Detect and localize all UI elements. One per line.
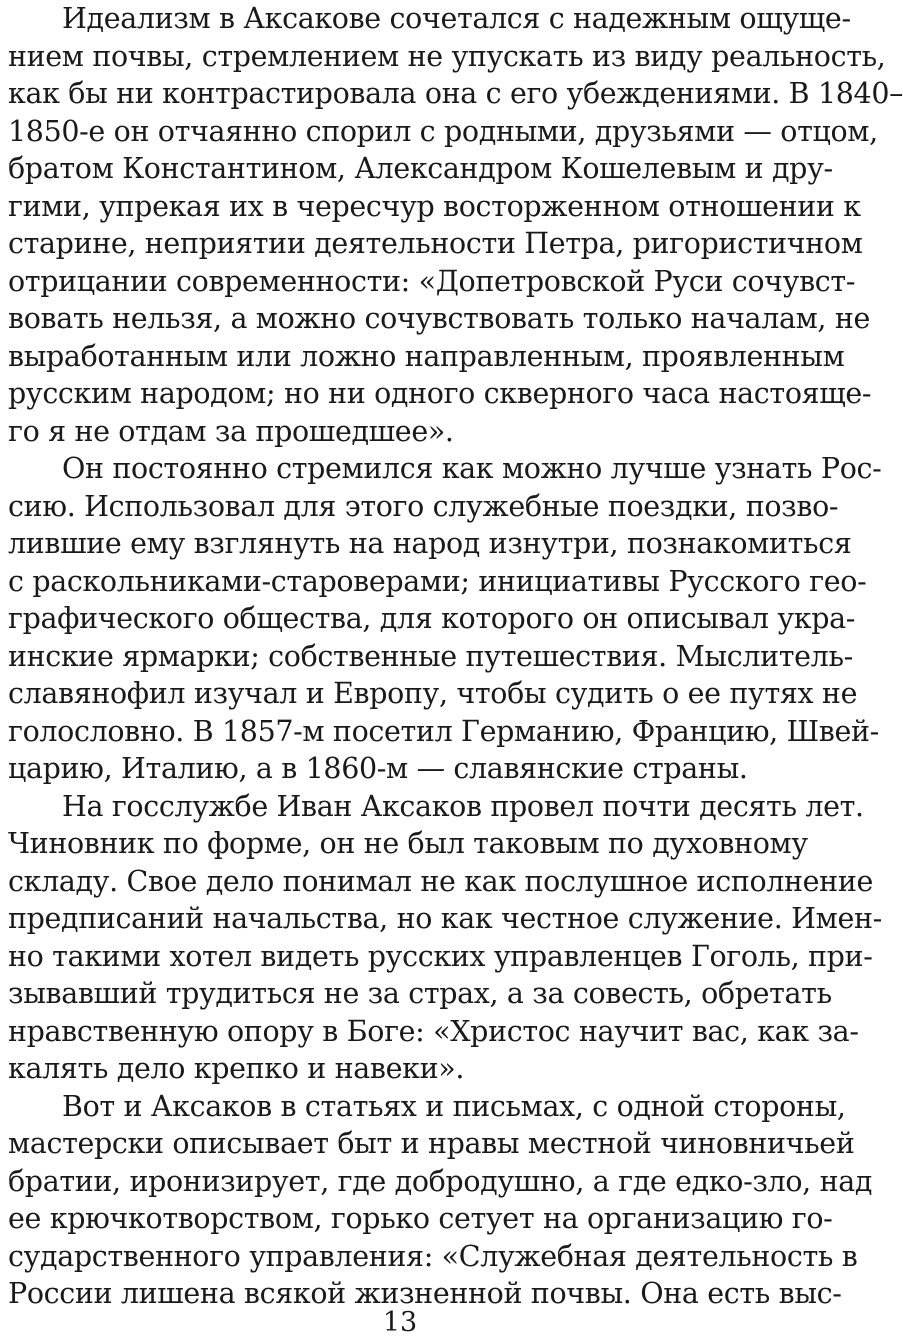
text-line: сию. Использовал для этого служебные поездки, позво- [8,489,839,523]
text-line: го я не отдам за прошедшее». [8,414,454,448]
text-line: старине, неприятии деятельности Петра, ригористичном [8,227,863,260]
text-line: с раскольниками-староверами; инициативы Русского гео- [8,564,867,598]
paragraph-4 [8,1088,873,1313]
text-line: выработанным или ложно направленным, проявленным [8,339,845,373]
text-line: Идеализм в Аксакове сочетался с надежным ощуще- [62,2,851,35]
text-line: ее крючкотворством, горько сетует на организацию го- [8,1202,833,1235]
text-line: 1850-е он отчаянно спорил с родными, друзьями — отцом, [8,114,878,148]
text-line: калять дело крепко и навеки». [8,1052,465,1085]
text-line: вовать нельзя, а можно сочувствовать только началам, не [8,302,870,335]
paragraph-3 [8,788,882,1088]
text-line: России лишена всякой жизненной почвы. Она есть выс- [8,1277,842,1310]
text-line: царию, Италию, а в 1860-м — славянские страны. [8,752,748,785]
text-line: лившие ему взглянуть на народ изнутри, познакомиться [8,527,852,560]
text-line: отрицании современности: «Допетровской Руси сочувст- [8,264,856,298]
text-line: мастерски описывает быт и нравы местной чиновничьей [8,1127,855,1160]
text-line: славянофил изучал и Европу, чтобы судить о ее путях не [8,677,858,710]
paragraph-1 [8,0,903,450]
text-line: нравственную опору в Боге: «Христос научит вас, как за- [8,1014,859,1048]
text-line: На госслужбе Иван Аксаков провел почти десять лет. [62,789,864,823]
text-line: нием почвы, стремлением не упускать из виду реальность, [8,39,886,73]
text-line: графического общества, для которого он описывал укра- [8,602,856,635]
text-line: инские ярмарки; собственные путешествия. Мыслитель- [8,639,853,673]
paragraph-2 [8,450,882,788]
book-page [8,0,903,1344]
text-line: Чиновник по форме, он не был таковым по духовному [8,827,808,860]
text-line: сударственного управления: «Служебная деятельность в [8,1239,858,1273]
body-text [8,0,903,1313]
text-line: русским народом; но ни одного скверного часа настояще- [8,377,872,410]
text-line: предписаний начальства, но как честное служение. Имен- [8,902,882,935]
text-line: но такими хотел видеть русских управленцев Гоголь, при- [8,939,873,973]
text-line: братии, иронизирует, где добродушно, а где едко-зло, над [8,1164,873,1198]
text-line: голословно. В 1857-м посетил Германию, Францию, Швей- [8,714,879,748]
text-line: как бы ни контрастировала она с его убеждениями. В 1840– [8,77,903,110]
text-line: братом Константином, Александром Кошелевым и дру- [8,152,833,185]
text-line: Вот и Аксаков в статьях и письмах, с одной стороны, [62,1089,846,1123]
text-line: гими, упрекая их в чересчур восторженном отношении к [8,189,861,223]
page-number: 13 [382,1307,418,1338]
text-line: Он постоянно стремился как можно лучше узнать Рос- [62,452,882,485]
text-line: зывавший трудиться не за страх, а за совесть, обретать [8,977,832,1010]
text-line: складу. Свое дело понимал не как послушное исполнение [8,864,873,898]
